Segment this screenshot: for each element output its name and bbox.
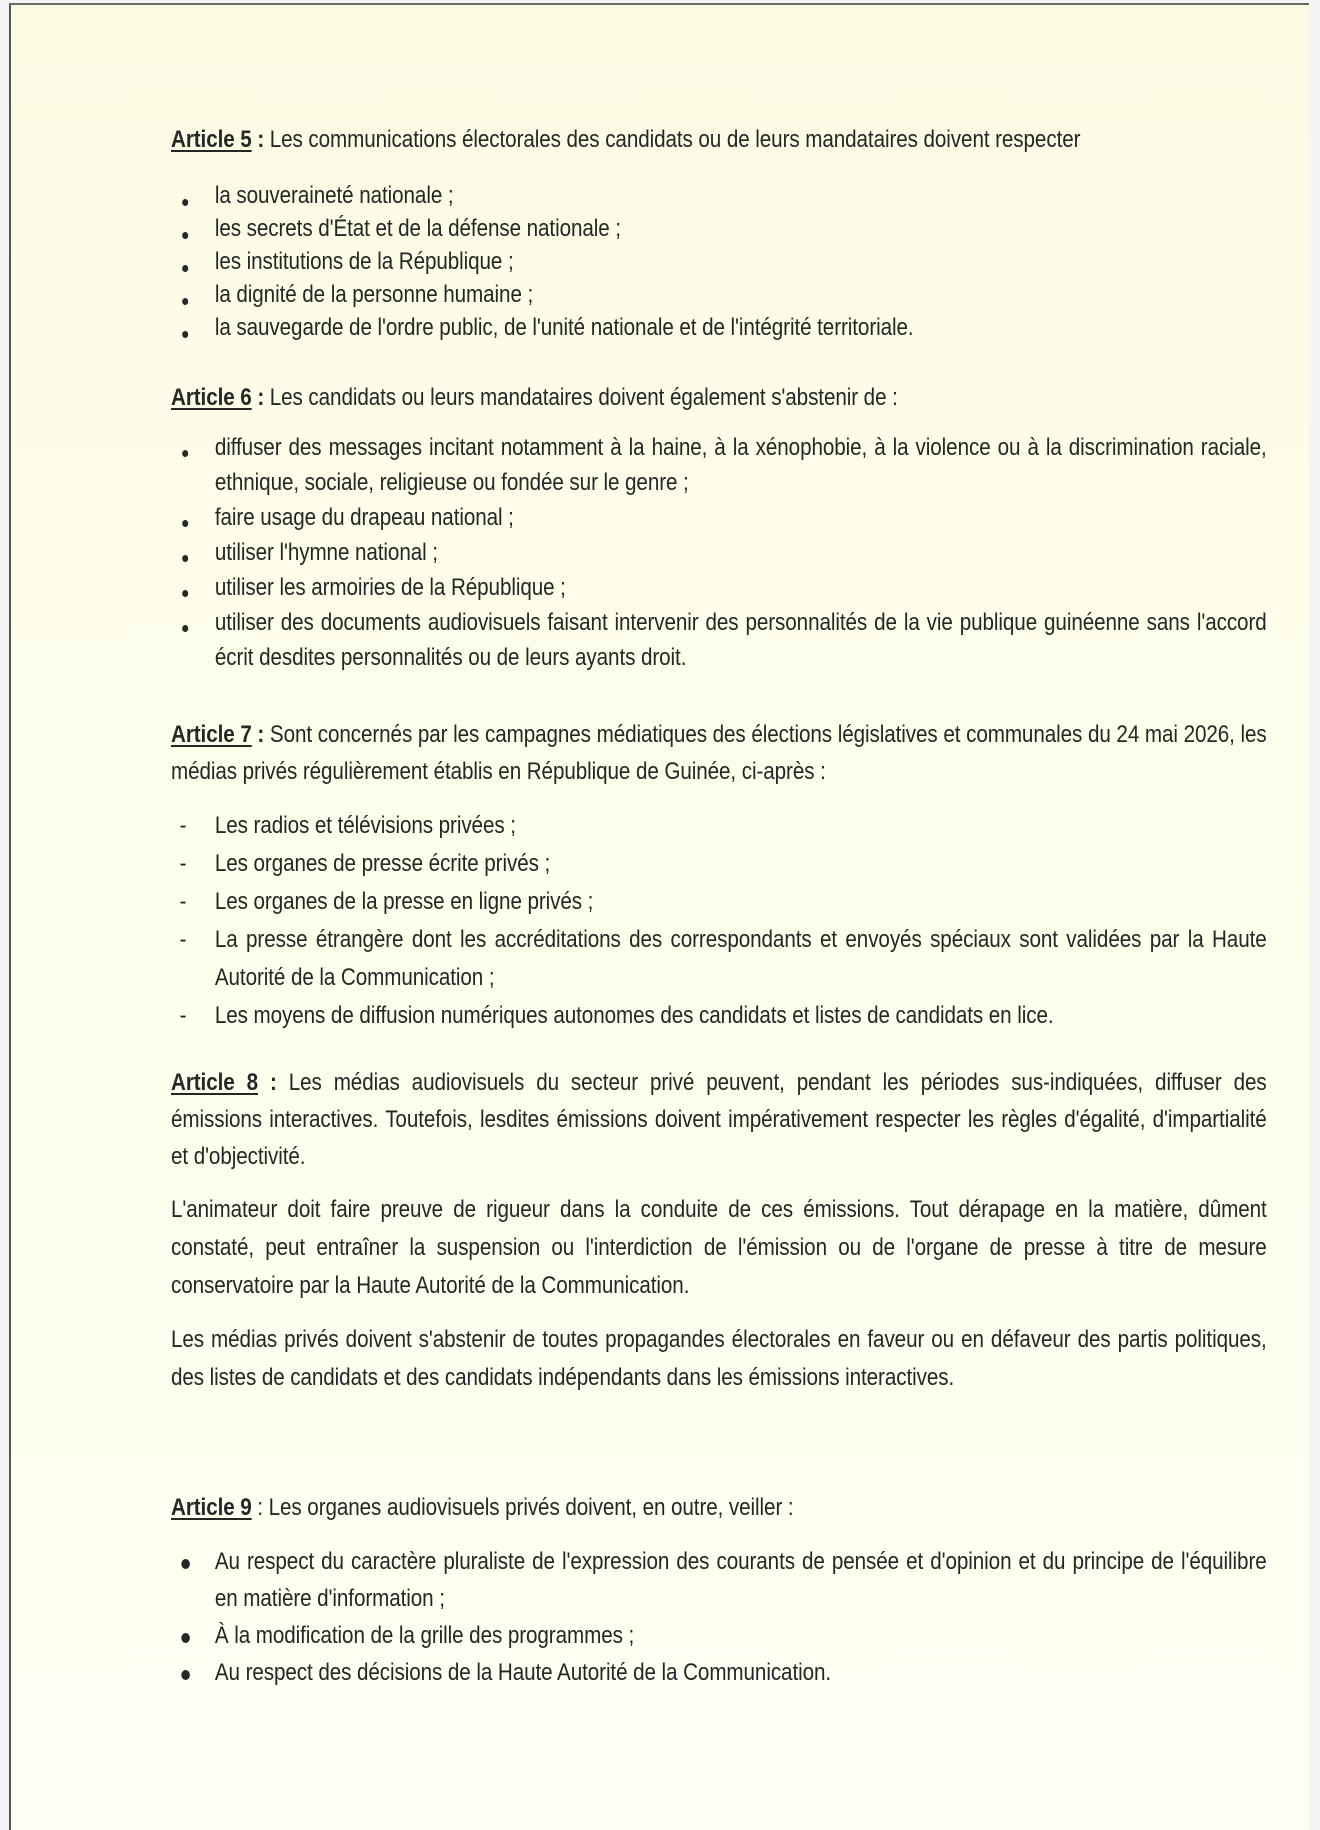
- article-5-label: Article 5: [171, 126, 252, 153]
- bullet-icon: [181, 1559, 190, 1569]
- list-item-text: À la modification de la grille des programmes ;: [214, 1622, 635, 1649]
- list-item-text: les secrets d'État et de la défense nationale ;: [214, 215, 621, 242]
- article-5-colon: :: [251, 126, 270, 153]
- article-8-label: Article 8: [171, 1069, 258, 1096]
- article-7: [171, 716, 1267, 1035]
- article-7-intro-text: Sont concernés par les campagnes médiatiques des élections législatives et communales du 24 mai 2026, les médias privés régulièrement établis en République de Guinée, ci-après :: [171, 721, 1267, 785]
- article-6-colon: :: [251, 384, 270, 411]
- bullet-icon: [182, 590, 188, 597]
- article-9: [171, 1489, 1267, 1691]
- dash-icon: -: [179, 850, 187, 877]
- list-item-text: faire usage du drapeau national ;: [214, 504, 514, 531]
- list-item: [171, 845, 1267, 883]
- list-item-text: la sauvegarde de l'ordre public, de l'unité nationale et de l'intégrité territoriale.: [214, 314, 914, 341]
- article-5-intro-text: Les communications électorales des candidats ou de leurs mandataires doivent respecter: [269, 126, 1081, 153]
- article-5: [171, 121, 1267, 344]
- list-item: [171, 570, 1267, 605]
- bullet-icon: [182, 450, 188, 457]
- article-9-list: [171, 1543, 1267, 1691]
- list-item: [171, 807, 1267, 845]
- article-8-intro: [171, 1064, 1267, 1175]
- bullet-icon: [182, 232, 188, 239]
- dash-icon: -: [179, 812, 187, 839]
- article-5-list: [171, 179, 1267, 344]
- bullet-icon: [182, 199, 188, 206]
- bullet-icon: [182, 555, 188, 562]
- document-page: [9, 3, 1309, 1830]
- list-item: [171, 1543, 1267, 1617]
- bullet-icon: [182, 331, 188, 338]
- list-item: [171, 430, 1267, 500]
- article-7-label: Article 7: [171, 721, 252, 748]
- article-7-list: [171, 807, 1267, 1035]
- list-item: [171, 245, 1267, 278]
- article-8-paragraph-2: L'animateur doit faire preuve de rigueur dans la conduite de ces émissions. Tout dérapage en la matière, dûment constaté, peut entraîner la suspension ou l'interdiction de l'émission ou de l'organe de presse à titre de mesure conservatoire par la Haute Autorité de la Communication.: [171, 1196, 1267, 1299]
- article-7-intro: [171, 716, 1267, 790]
- list-item-text: Les organes de la presse en ligne privés ;: [214, 888, 594, 915]
- article-9-colon: :: [251, 1494, 269, 1521]
- list-item-text: utiliser les armoiries de la République ;: [214, 574, 566, 601]
- bullet-icon: [182, 265, 188, 272]
- list-item-text: les institutions de la République ;: [214, 248, 514, 275]
- bullet-icon: [182, 298, 188, 305]
- article-8-paragraph-3: Les médias privés doivent s'abstenir de toutes propagandes électorales en faveur ou en défaveur des partis politiques, des listes de candidats et des candidats indépendants dans les émissions interactives.: [171, 1326, 1267, 1391]
- bullet-icon: [182, 520, 188, 527]
- article-6-intro: [171, 379, 1267, 416]
- list-item: [171, 605, 1267, 675]
- dash-icon: -: [179, 1002, 187, 1029]
- list-item-text: diffuser des messages incitant notamment à la haine, à la xénophobie, à la violence ou à la discrimination raciale, ethnique, sociale, religieuse ou fondée sur le genre ;: [214, 434, 1267, 496]
- list-item: [171, 179, 1267, 212]
- article-6-intro-text: Les candidats ou leurs mandataires doivent également s'abstenir de :: [269, 384, 898, 411]
- bullet-icon: [182, 625, 188, 632]
- list-item: [171, 997, 1267, 1035]
- list-item: [171, 1617, 1267, 1654]
- article-5-intro: [171, 121, 1267, 158]
- article-9-intro-text: Les organes audiovisuels privés doivent, en outre, veiller :: [268, 1494, 794, 1521]
- list-item: [171, 500, 1267, 535]
- dash-icon: -: [179, 926, 187, 953]
- list-item-text: La presse étrangère dont les accréditations des correspondants et envoyés spéciaux sont validées par la Haute Autorité de la Communication ;: [214, 926, 1267, 991]
- list-item: [171, 278, 1267, 311]
- article-8: [171, 1064, 1267, 1397]
- list-item: [171, 921, 1267, 997]
- list-item: [171, 311, 1267, 344]
- article-6: [171, 379, 1267, 675]
- bullet-icon: [181, 1670, 190, 1680]
- article-7-colon: :: [251, 721, 270, 748]
- list-item-text: la souveraineté nationale ;: [214, 182, 454, 209]
- dash-icon: -: [179, 888, 187, 915]
- article-9-label: Article 9: [171, 1494, 252, 1521]
- list-item: [171, 212, 1267, 245]
- list-item: [171, 535, 1267, 570]
- article-8-colon: :: [257, 1069, 289, 1096]
- list-item-text: la dignité de la personne humaine ;: [214, 281, 534, 308]
- list-item-text: Les radios et télévisions privées ;: [214, 812, 516, 839]
- list-item: [171, 883, 1267, 921]
- article-9-intro: [171, 1489, 1267, 1526]
- list-item-text: Les moyens de diffusion numériques autonomes des candidats et listes de candidats en lice.: [214, 1002, 1054, 1029]
- article-6-label: Article 6: [171, 384, 252, 411]
- article-8-intro-text: Les médias audiovisuels du secteur privé peuvent, pendant les périodes sus-indiquées, diffuser des émissions interactives. Toutefois, lesdites émissions doivent impérativement respecter les règles d'égalité, d'impartialité et d'objectivité.: [171, 1069, 1267, 1170]
- list-item-text: Les organes de presse écrite privés ;: [214, 850, 551, 877]
- article-6-list: [171, 430, 1267, 675]
- list-item-text: Au respect du caractère pluraliste de l'expression des courants de pensée et d'opinion et du principe de l'équilibre en matière d'information ;: [214, 1548, 1267, 1612]
- list-item-text: utiliser l'hymne national ;: [214, 539, 438, 566]
- list-item-text: Au respect des décisions de la Haute Autorité de la Communication.: [214, 1659, 832, 1686]
- list-item-text: utiliser des documents audiovisuels faisant intervenir des personnalités de la vie publique guinéenne sans l'accord écrit desdites personnalités ou de leurs ayants droit.: [214, 609, 1267, 671]
- list-item: [171, 1654, 1267, 1691]
- bullet-icon: [181, 1633, 190, 1643]
